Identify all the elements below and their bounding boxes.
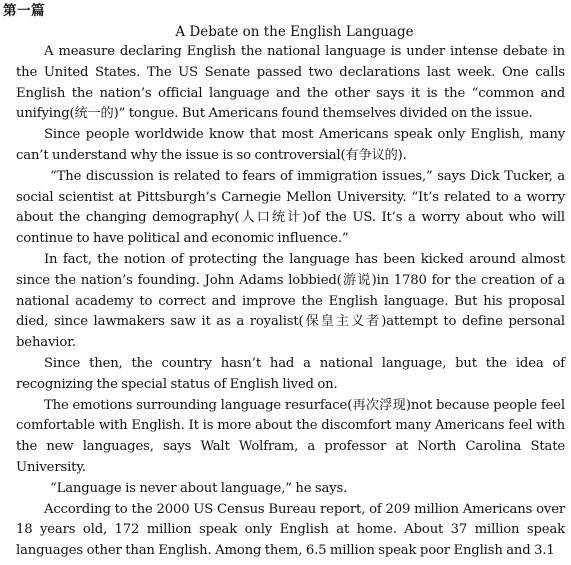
- paragraph: “Language is never about language,” he says.: [50, 480, 348, 496]
- paragraph: Since then, the country hasn’t had a national language, but the idea of recognizing the special status of English lived on.: [16, 355, 565, 392]
- paragraph: “The discussion is related to fears of immigration issues,” says Dick Tucker, a social scientist at Pittsburgh’s Carnegie Mellon University. “It’s related to a worry about the changing demography(人口统计)of the US. It’s a worry about who will continue to have political and economic influence.”: [16, 168, 565, 247]
- article-title: A Debate on the English Language: [175, 24, 414, 40]
- paragraph: In fact, the notion of protecting the language has been kicked around almost since the nation’s founding. John Adams lobbied(游说)in 1780 for the creation of a national academy to correct and improve the English language. But his proposal died, since lawmakers saw it as a royalist(保皇主义者)attempt to define personal behavior.: [16, 251, 565, 351]
- section-heading: 第一篇: [3, 3, 45, 19]
- paragraph: According to the 2000 US Census Bureau report, of 209 million Americans over 18 years old, 172 million speak only English at home. About 37 million speak languages other than English. Among them, 6.5 million speak poor English and 3.1: [16, 501, 565, 559]
- paragraph: A measure declaring English the national language is under intense debate in the United States. The US Senate passed two declarations last week. One calls English the nation’s official language and the other says it is the “common and unifying(统一的)” tongue. But Americans found themselves divided on the issue.: [16, 44, 565, 122]
- paragraph: The emotions surrounding language resurface(再次浮现)not because people feel comfortable with English. It is more about the discomfort many Americans feel with the new languages, says Walt Wolfram, a professor at North Carolina State University.: [16, 397, 565, 475]
- article-body: [16, 42, 565, 562]
- paragraph: Since people worldwide know that most Americans speak only English, many can’t understand why the issue is so controversial(有争议的).: [16, 127, 565, 163]
